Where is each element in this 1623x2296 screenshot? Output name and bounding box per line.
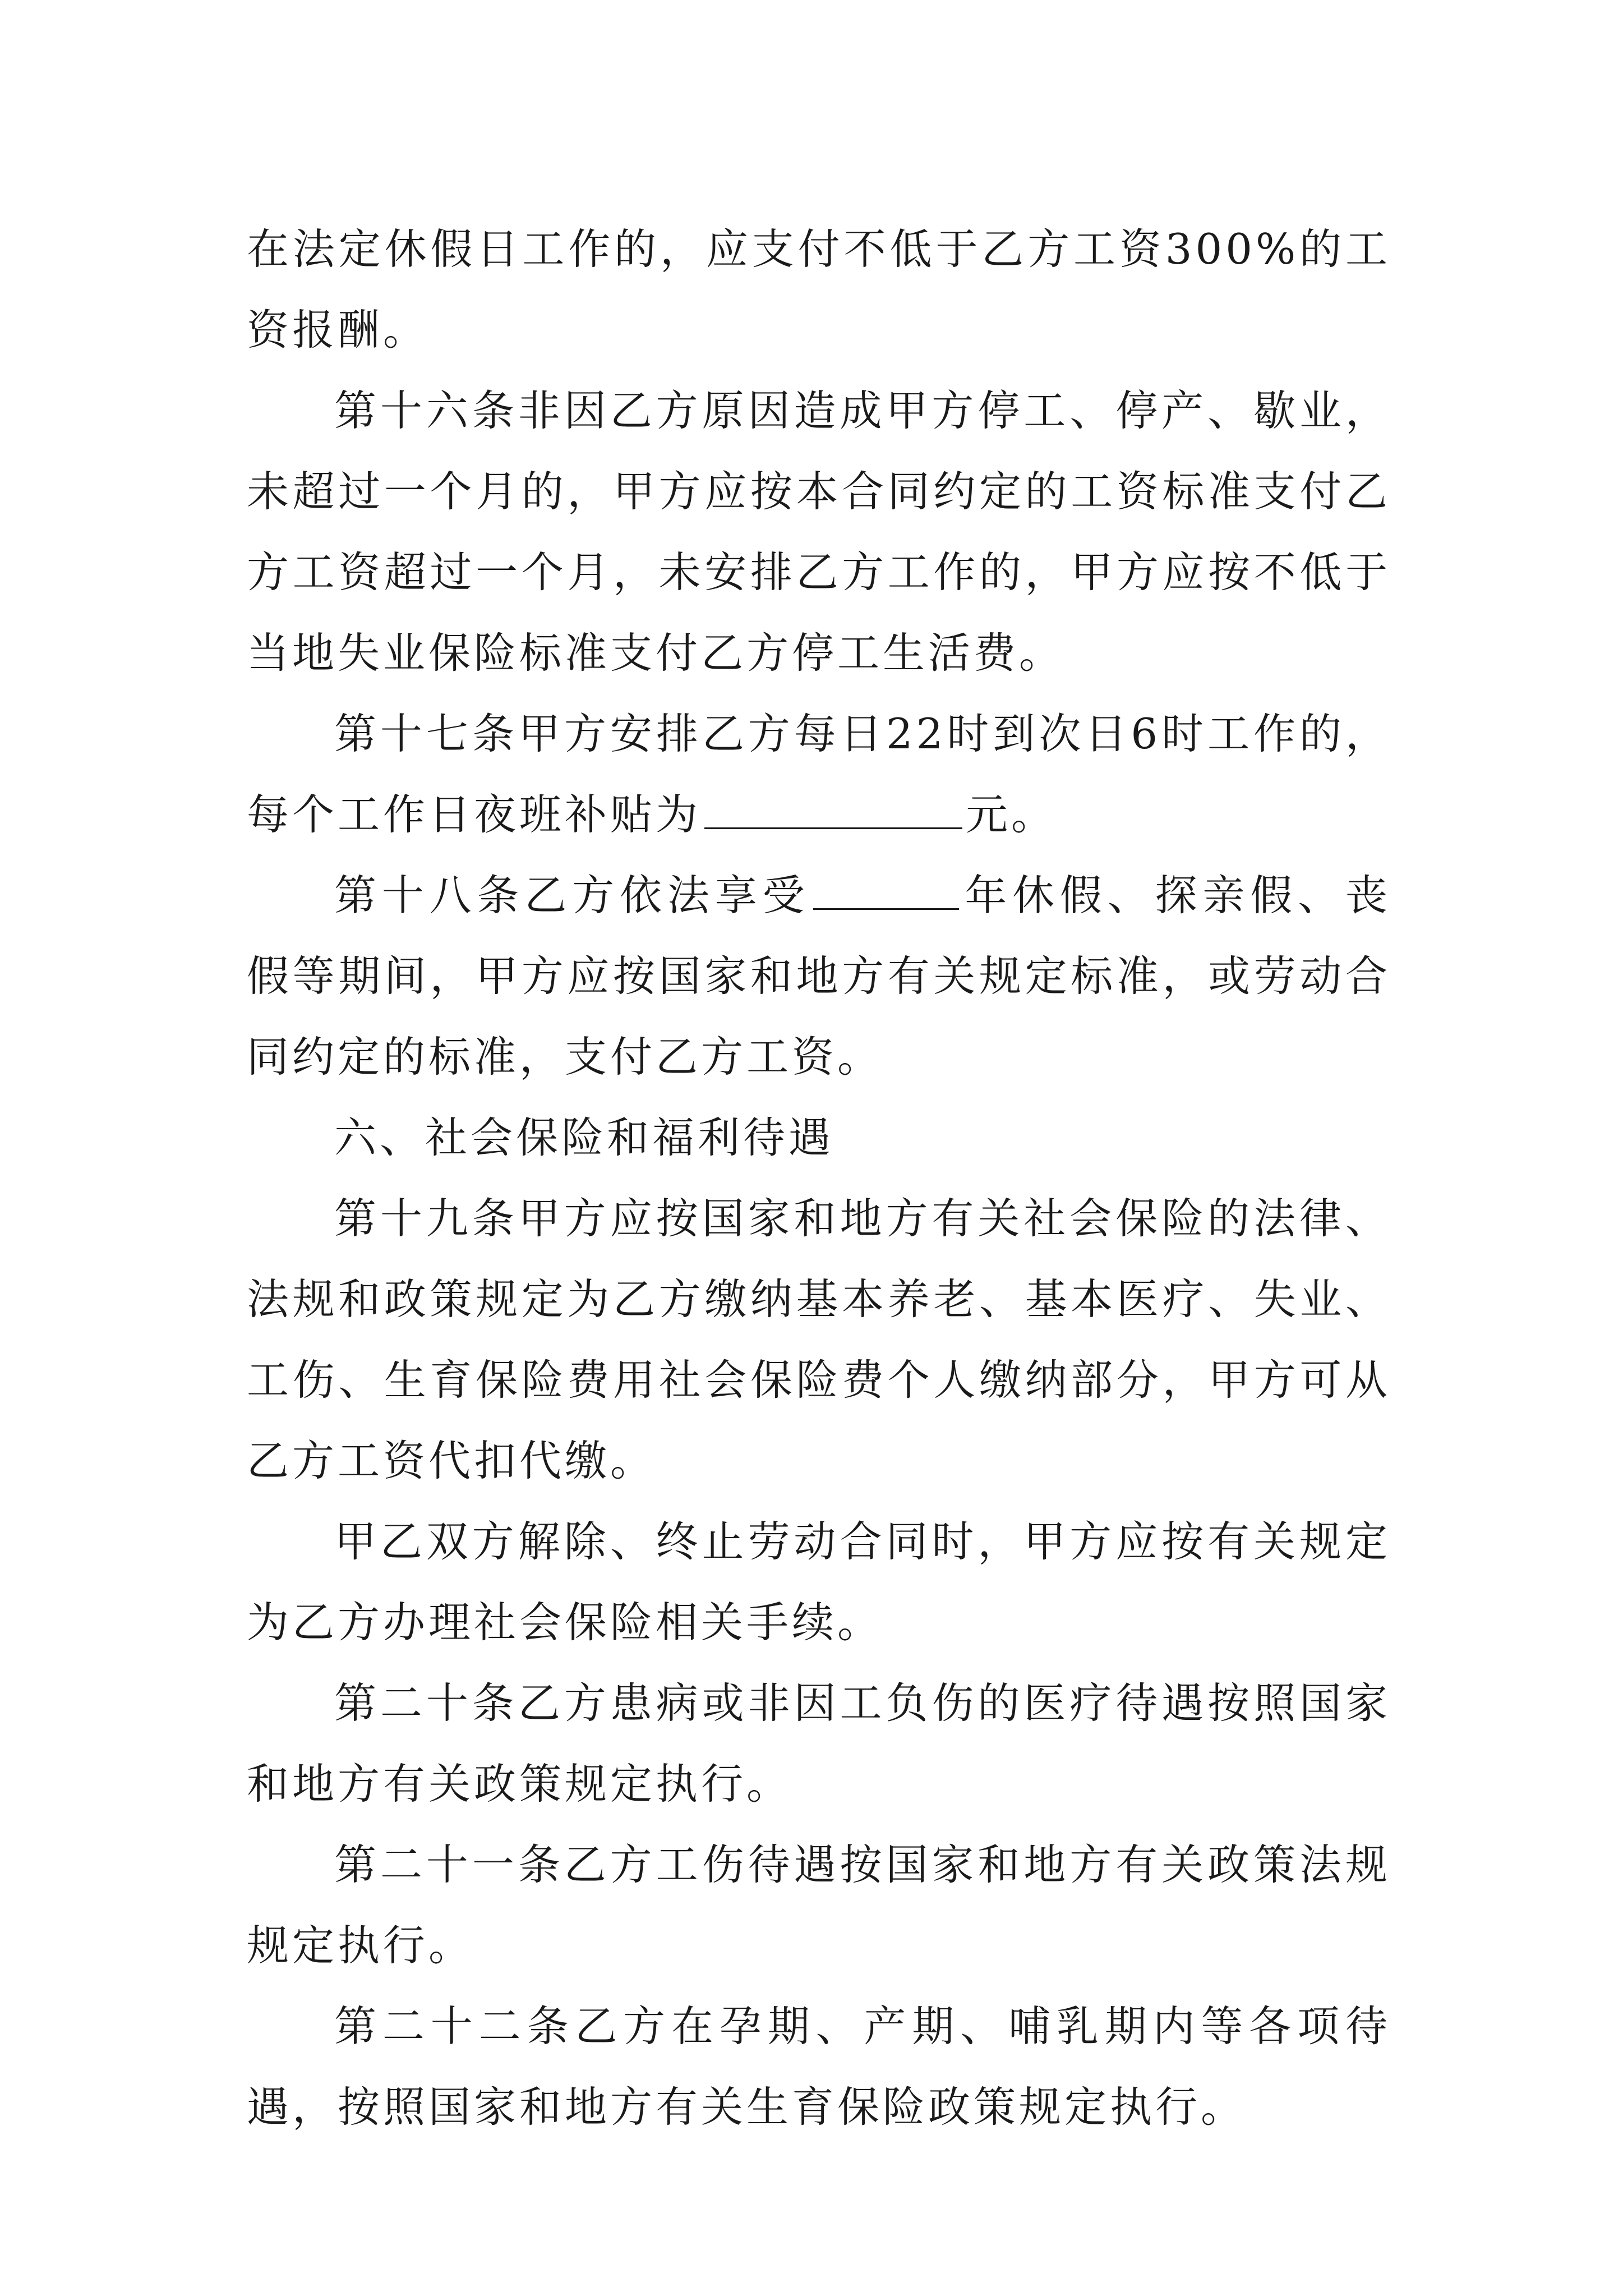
- article-22: 第二十二条乙方在孕期、产期、哺乳期内等各项待遇，按照国家和地方有关生育保险政策规定执行。: [247, 2001, 1391, 2132]
- article-18-text: 第十八条乙方依法享受: [334, 871, 810, 920]
- document-body: [247, 209, 1391, 2147]
- article-17-unit: 元。: [966, 790, 1057, 839]
- section-heading-social-insurance: 六、社会保险和福利待遇: [334, 1113, 834, 1162]
- article-17-text: 第十七条甲方安排乙方每日22时到次日6时工作的，每个工作日夜班补贴为: [247, 709, 1391, 839]
- article-18-rest: 年休假、探亲假、丧假等期间，甲方应按国家和地方有关规定标准，或劳动合同约定的标准，支付乙方工资。: [247, 871, 1391, 1082]
- night-allowance-blank: [704, 793, 962, 829]
- annual-leave-blank: [813, 873, 959, 910]
- article-20: 第二十条乙方患病或非因工负伤的医疗待遇按照国家和地方有关政策规定执行。: [247, 1678, 1391, 1809]
- article-18: [247, 855, 1391, 1097]
- article-16: 第十六条非因乙方原因造成甲方停工、停产、歇业，未超过一个月的，甲方应按本合同约定的工资标准支付乙方工资超过一个月，未安排乙方工作的，甲方应按不低于当地失业保险标准支付乙方停工生活费。: [247, 386, 1391, 678]
- paragraph-insurance-procedures: 甲乙双方解除、终止劳动合同时，甲方应按有关规定为乙方办理社会保险相关手续。: [247, 1517, 1391, 1647]
- article-17: [247, 693, 1391, 855]
- article-21: 第二十一条乙方工伤待遇按国家和地方有关政策法规规定执行。: [247, 1840, 1391, 1970]
- paragraph-holiday-pay: 在法定休假日工作的，应支付不低于乙方工资300%的工资报酬。: [247, 224, 1391, 355]
- article-19: 第十九条甲方应按国家和地方有关社会保险的法律、法规和政策规定为乙方缴纳基本养老、基本医疗、失业、工伤、生育保险费用社会保险费个人缴纳部分，甲方可从乙方工资代扣代缴。: [247, 1194, 1391, 1485]
